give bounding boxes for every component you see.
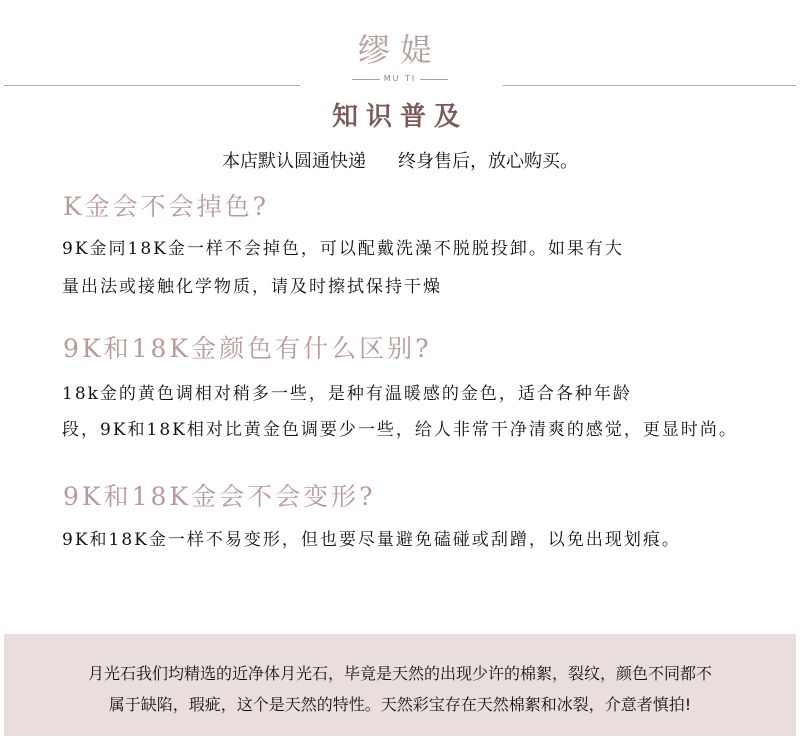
faq-answer-line: 段，9K和18K相对比黄金色调要少一些，给人非常干净清爽的感觉，更显时尚。 [62,420,738,440]
brand-mini-rule-right [420,79,448,80]
brand-logo-chinese: 缪媞 [357,31,442,69]
faq-answer-deformation [62,526,681,554]
disclaimer-line: 属于缺陷，瑕疵，这个是天然的特性。天然彩宝存在天然棉絮和冰裂，介意者慎拍! [108,695,692,714]
header-divider-right [503,85,796,86]
disclaimer-text [4,658,796,720]
brand-logo-english [346,73,454,85]
shipping-notice [0,148,800,176]
faq-answer-line: 9K金同18K金一样不会掉色，可以配戴洗澡不脱脱投卸。如果有大 [62,239,624,259]
brand-english-text: MU TI [383,74,417,83]
disclaimer-line: 月光石我们均精选的近净体月光石，毕竟是天然的出现少许的棉絮，裂纹，颜色不同都不 [87,664,712,683]
faq-question-deformation: 9K和18K金会不会变形? [63,482,376,511]
faq-answer-line: 9K和18K金一样不易变形，但也要尽量避免磕碰或刮蹭，以免出现划痕。 [62,530,681,550]
faq-answer-fading [62,230,624,306]
faq-question-fading: K金会不会掉色? [63,192,270,221]
faq-question-color-difference: 9K和18K金颜色有什么区别? [63,334,432,363]
section-title: 知识普及 [331,102,468,132]
page-header [0,0,800,140]
header-divider-left [4,85,300,86]
disclaimer-box [4,634,796,736]
faq-answer-line: 量出法或接触化学物质，请及时擦拭保持干燥 [62,277,442,297]
shipping-notice-part1: 本店默认圆通快递 [222,151,366,172]
shipping-notice-part2: 终身售后，放心购买。 [398,151,578,172]
faq-answer-color-difference [62,376,738,448]
faq-answer-line: 18k金的黄色调相对稍多一些，是种有温暖感的金色，适合各种年龄 [62,384,632,404]
